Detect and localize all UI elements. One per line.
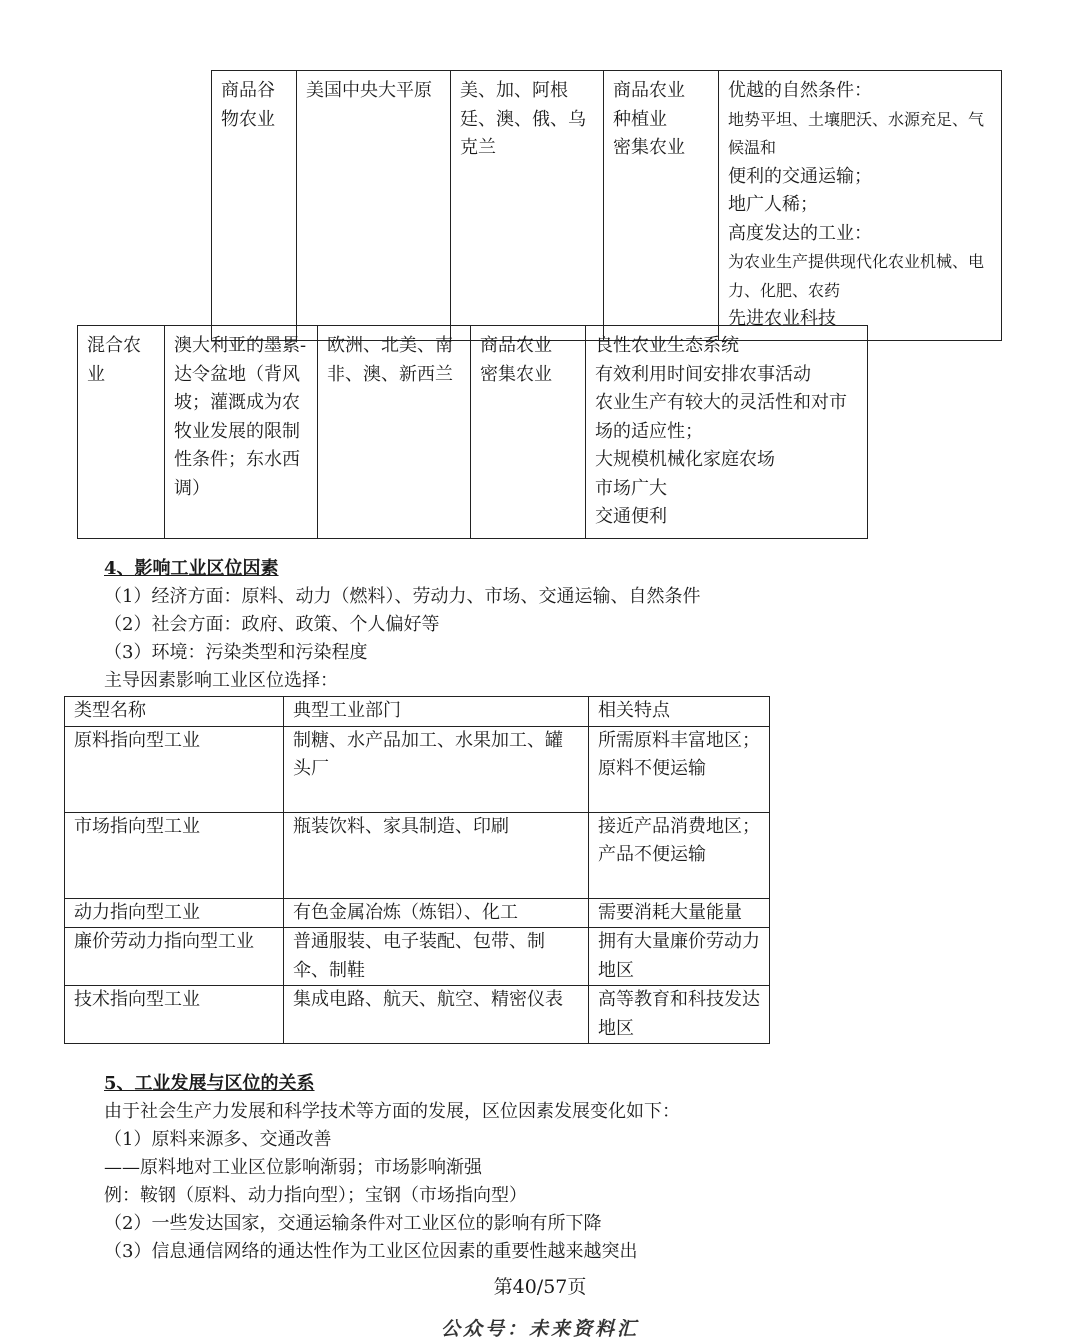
condition-line: 有效利用时间安排农事活动	[595, 363, 811, 385]
watermark: 公众号：未来资料汇	[440, 1318, 639, 1340]
agri-countries: 美、加、阿根廷、澳、俄、乌克兰	[460, 80, 586, 158]
agri-countries: 欧洲、北美、南非、澳、新西兰	[327, 335, 453, 385]
trait-line: 需要消耗大量能量	[598, 901, 742, 923]
section5-line: 由于社会生产力发展和科学技术等方面的发展，区位因素发展变化如下：	[104, 1101, 680, 1122]
section5-number: 5、	[104, 1073, 135, 1094]
condition-line: 为农业生产提供现代化农业机械、电力、化肥、农药	[728, 252, 985, 300]
table-row	[65, 726, 770, 812]
section4-heading	[104, 555, 279, 583]
section4-line: （1）经济方面：原料、动力（燃料）、劳动力、市场、交通运输、自然条件	[104, 586, 701, 607]
table-row	[212, 71, 1002, 341]
condition-line: 优越的自然条件：	[728, 80, 872, 101]
industry-sectors: 普通服装、电子装配、包带、制伞、制鞋	[284, 928, 589, 986]
feature-line: 商品农业	[480, 335, 552, 356]
agri-type: 混合农业	[87, 335, 141, 385]
table-row	[65, 928, 770, 986]
section4-line: （2）社会方面：政府、政策、个人偏好等	[104, 614, 440, 635]
col-header-sectors: 典型工业部门	[284, 697, 589, 727]
section5-line: （2）一些发达国家，交通运输条件对工业区位的影响有所下降	[104, 1213, 602, 1234]
industry-type: 动力指向型工业	[65, 898, 284, 928]
agri-region-cell	[297, 71, 451, 341]
agri-region: 澳大利亚的墨累-达令盆地（背风坡；灌溉成为农牧业发展的限制性条件；东水西调）	[174, 335, 307, 499]
agri-type-cell	[212, 71, 297, 341]
agri-conditions-cell	[719, 71, 1002, 341]
trait-line: 所需原料丰富地区；	[598, 729, 760, 751]
condition-line: 地广人稀；	[728, 194, 818, 215]
col-header-traits: 相关特点	[589, 697, 770, 727]
agri-region: 美国中央大平原	[306, 80, 432, 101]
condition-line: 大规模机械化家庭农场	[595, 449, 775, 470]
section5-line: （1）原料来源多、交通改善	[104, 1129, 332, 1150]
industry-type: 原料指向型工业	[65, 726, 284, 812]
table-row	[78, 326, 868, 539]
trait-line: 产品不便运输	[598, 844, 706, 865]
condition-line: 先进农业科技	[728, 308, 836, 329]
condition-line: 交通便利	[595, 506, 667, 527]
table-header-row	[65, 697, 770, 727]
section5-title: 工业发展与区位的关系	[134, 1073, 315, 1094]
industry-traits	[589, 986, 770, 1044]
condition-line: 市场广大	[595, 477, 667, 499]
section4-line: 主导因素影响工业区位选择：	[104, 670, 338, 691]
trait-line: 原料不便运输	[598, 758, 706, 779]
industry-traits	[589, 928, 770, 986]
industry-sectors: 瓶装饮料、家具制造、印刷	[284, 812, 589, 898]
industry-sectors: 制糖、水产品加工、水果加工、罐头厂	[284, 726, 589, 812]
condition-line: 高度发达的工业：	[728, 222, 872, 244]
table-row	[65, 812, 770, 898]
industry-traits	[589, 812, 770, 898]
agri-features-cell	[471, 326, 586, 539]
industry-traits	[589, 726, 770, 812]
feature-line: 种植业	[613, 108, 667, 130]
condition-line: 地势平坦、土壤肥沃、水源充足、气候温和	[728, 109, 985, 157]
agri-features-cell	[604, 71, 719, 341]
trait-line: 高等教育和科技发达地区	[598, 989, 760, 1039]
feature-line: 商品农业	[613, 80, 685, 101]
section4-line: （3）环境：污染类型和污染程度	[104, 642, 368, 663]
agri-table-commercial-grain	[211, 70, 1002, 341]
industry-type: 技术指向型工业	[65, 986, 284, 1044]
agri-type: 商品谷物农业	[221, 80, 275, 130]
section4-number: 4、	[104, 558, 135, 579]
condition-line: 良性农业生态系统	[595, 335, 739, 356]
industry-location-table	[64, 696, 770, 1044]
table-row	[65, 986, 770, 1044]
col-header-type: 类型名称	[65, 697, 284, 727]
section5-heading	[104, 1070, 315, 1098]
agri-conditions-cell	[586, 326, 868, 539]
agri-countries-cell	[318, 326, 471, 539]
agri-type-cell	[78, 326, 165, 539]
table-row	[65, 898, 770, 928]
condition-line: 便利的交通运输；	[728, 165, 872, 187]
industry-sectors: 有色金属冶炼（炼铝）、化工	[284, 898, 589, 928]
section5-line: ——原料地对工业区位影响渐弱；市场影响渐强	[104, 1157, 482, 1178]
agri-table-mixed-farming	[77, 325, 868, 539]
feature-line: 密集农业	[480, 363, 552, 385]
agri-region-cell	[165, 326, 318, 539]
trait-line: 接近产品消费地区；	[598, 815, 760, 837]
industry-sectors: 集成电路、航天、航空、精密仪表	[284, 986, 589, 1044]
industry-type: 市场指向型工业	[65, 812, 284, 898]
section5-line: 例：鞍钢（原料、动力指向型）；宝钢（市场指向型）	[104, 1185, 527, 1206]
condition-line: 农业生产有较大的灵活性和对市场的适应性；	[595, 392, 847, 442]
feature-line: 密集农业	[613, 137, 685, 158]
industry-traits	[589, 898, 770, 928]
section4-title: 影响工业区位因素	[134, 558, 279, 579]
page-number: 第40/57页	[493, 1276, 587, 1298]
trait-line: 拥有大量廉价劳动力地区	[598, 931, 760, 981]
agri-countries-cell	[451, 71, 604, 341]
section5-line: （3）信息通信网络的通达性作为工业区位因素的重要性越来越突出	[104, 1241, 638, 1262]
industry-type: 廉价劳动力指向型工业	[65, 928, 284, 986]
